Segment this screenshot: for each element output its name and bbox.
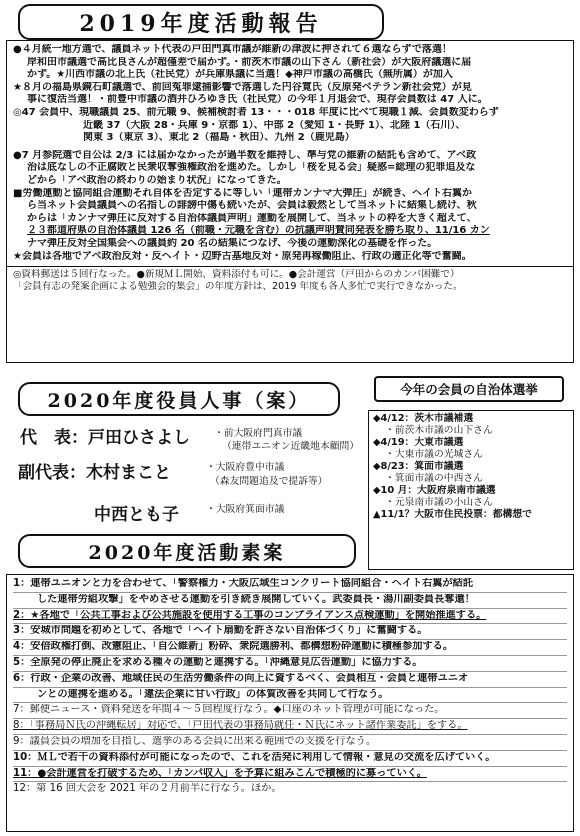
report-line: どから「アベ政治の終わりの始まり状況」になってきた。 (27, 174, 287, 186)
rep-label: 代 表：戸田ひさよし (20, 428, 190, 448)
report-body (13, 44, 567, 293)
report-box (6, 40, 574, 363)
plan-item-6: 6：行政・企業の改善、地域住民の生活労働条件の向上に資するべく、会員相互・会員と連帯ユニオ (13, 673, 567, 688)
plan-item-10: 10：ＭＬで若干の資料添付が可能になったので、これを活発に利用して情報・意見の交流を広げていく。 (13, 752, 567, 767)
report-line: かず。★川西市議の北上氏（社民党）が兵庫県議に当選！◆神戸市議の高橋氏（無所属）が加入 (27, 69, 453, 81)
vice-note-sub: （森友問題追及で提訴等） (210, 476, 328, 487)
elections-box (368, 410, 574, 570)
report-line: 事に復活当選！・前豊中市議の酒井ひろゆき氏（社民党）の今年１月退会で、現存会員数は 47 人に。 (27, 94, 488, 106)
report-note: 「会員有志の発案企画による勉強会的集会」の年度方針は、2019 年度も各人多忙で実行できなかった。 (13, 280, 463, 292)
election-head: ◆8/23：箕面市議選 (373, 461, 464, 472)
plan-item-1-cont: した連帯労組攻撃」をやめさせる運動を引き続き展開していく。武委員長・湯川副委員長奪還！ (13, 594, 567, 609)
report-line: ★会員は各地でアベ政治反対・反ヘイト・辺野古基地反対・原発再稼働阻止、行政の適正化等で奮闘。 (13, 250, 472, 262)
report-line: ナマ弾圧反対全国集会への議員約 20 名の結集につなげ、今後の運動深化の基礎を作った。 (27, 237, 438, 249)
plan-item-1: 1：連帯ユニオンと力を合わせて、「警察権力・大阪広域生コンクリート協同組合・ヘイト右翼が結託 (13, 578, 567, 593)
report-line: ■労働運動と協同組合運動それ自体を否定するに等しい「連帯カンナマ大弾圧」が続き、ヘイト右翼か (13, 187, 473, 199)
plan-item-4: 4：安倍政権打倒、改憲阻止、「自公維新」粉砕、衆院選勝利、都構想粉砕運動に積極参加する。 (13, 641, 567, 656)
plan-item-5: 5：全原発の停止廃止を求める種々の運動と連携する。「沖縄意見広告運動」に協力する。 (13, 657, 567, 672)
plan-box (6, 574, 574, 832)
election-head: ◆4/12：茨木市議補選 (373, 413, 474, 424)
vice2-note: ・大阪府箕面市議 (206, 504, 285, 515)
report-line: 関東 3（東京 3）、東北 2（福島・秋田）、九州 2（鹿児島） (83, 132, 355, 144)
plan-item-9: 9：議員会員の増加を目指し、選挙のある会員に出来る範囲での支援を行なう。 (13, 736, 567, 751)
election-sub: ・箕面市議の中西さん (385, 473, 483, 484)
plan-item-12: 12：第 16 回大会を 2021 年の２月前半に行なう。ほか。 (13, 783, 282, 795)
report-line: 治は底なしの不正腐敗と民衆収奪強権政治を進めた。しかし「桜を見る会」疑惑=総理の犯罪追及な (27, 162, 476, 174)
rep-note: ・前大阪府門真市議 (214, 428, 303, 439)
report-line: ２３都道府県の自治体議員 126 名（前職・元職を含む）の抗議声明賛同発表を勝ち取り、11/16 カン (27, 225, 490, 237)
election-sub: ・前茨木市議の山下さん (385, 425, 493, 436)
report-line: 近畿 37（大阪 28・兵庫 9・京都 1）、中部 2（愛知 1・長野 1）、北陸 1（石川）、 (83, 119, 466, 131)
report-title: 2019年度活動報告 (18, 4, 384, 40)
vice2-name: 中西とも子 (94, 505, 179, 525)
election-sub: ・大東市議の光城さん (385, 449, 483, 460)
election-sub: ・元泉南市議の小山さん (385, 497, 493, 508)
election-head: ◆4/19：大東市議選 (373, 437, 464, 448)
report-line: ら当ネット会員議員への名指しの誹謗中傷も続いたが、会員は毅然として当ネットに結集し続け、秋 (27, 200, 477, 212)
report-line: 岸和田市議選で高比良さんが超僅差で届かず。・前茨木市議の山下さん（新社会）が大阪府議選に届 (27, 56, 472, 68)
officers-title: 2020年度役員人事（案） (18, 382, 340, 416)
report-line: ★８月の福島県鏡石町議選で、前回冤罪逮捕影響で落選した円谷寛氏（反原発ベテラン新社会党）が見 (13, 81, 472, 93)
plan-item-8: 8：「事務局Ｎ氏の沖縄転居」対応で、「戸田代表の事務局就任・Ｎ氏にネット諸作業委託」をする。 (13, 720, 567, 735)
plan-item-6-cont: ンとの連携を進める。「違法企業に甘い行政」の体質改善を共同して行なう。 (13, 689, 567, 704)
vice-note: ・大阪府豊中市議 (206, 462, 285, 473)
report-line: からは「カンナマ弾圧に反対する自治体議員声明」運動を展開して、当ネットの枠を大きく超えて、 (27, 212, 477, 224)
plan-item-2: 2：★各地で「公共工事および公共施設を使用する工事のコンプライアンス点検運動」を開始推進する。 (13, 610, 567, 625)
elections-title-box (374, 376, 564, 402)
report-line: ◎47 会員中、現職議員 25、前元職 9、候補検討者 13・・・018 年度に比べて現職１減、会員数変わらず (13, 106, 499, 118)
report-line: ●４月統一地方選で、議員ネット代表の戸田門真市議が維新の津波に押されて６選ならずで落選！ (13, 44, 452, 55)
plan-title: 2020年度活動素案 (18, 534, 356, 568)
election-head: ▲11/1？大阪市住民投票：都構想で (373, 509, 532, 520)
plan-item-11: 11：●会計運営を打破するため、「カンパ収入」を予算に組みこんで積極的に募っていく。 (13, 768, 567, 783)
election-head: ◆10 月：大阪府泉南市議選 (373, 485, 496, 496)
report-note: ◎資料郵送は５回行なった。●新規ＭＬ開始、資料添付も可に。●会計運営（戸田からのカンパ困難で） (13, 269, 460, 281)
plan-item-3: 3：安城市問題を初めとして、各地で「ヘイト扇動を許さない自治体づくり」に奮闘する。 (13, 625, 567, 640)
report-line: ●7 月参院選で自公は 2/3 には届かなかったが過半数を維持し、準与党の維新の結託も含めて、アベ政 (13, 149, 477, 161)
plan-item-7: 7：郵便ニュース・資料発送を年間４～５回程度行なう。◆口座のネット管理が可能になった。 (13, 704, 567, 719)
elections-title: 今年の会員の自治体選挙 (400, 382, 538, 397)
rep-note-sub: （連帯ユニオン近畿地本顧問） (222, 441, 360, 452)
vice-label: 副代表：木村まこと (18, 463, 171, 483)
